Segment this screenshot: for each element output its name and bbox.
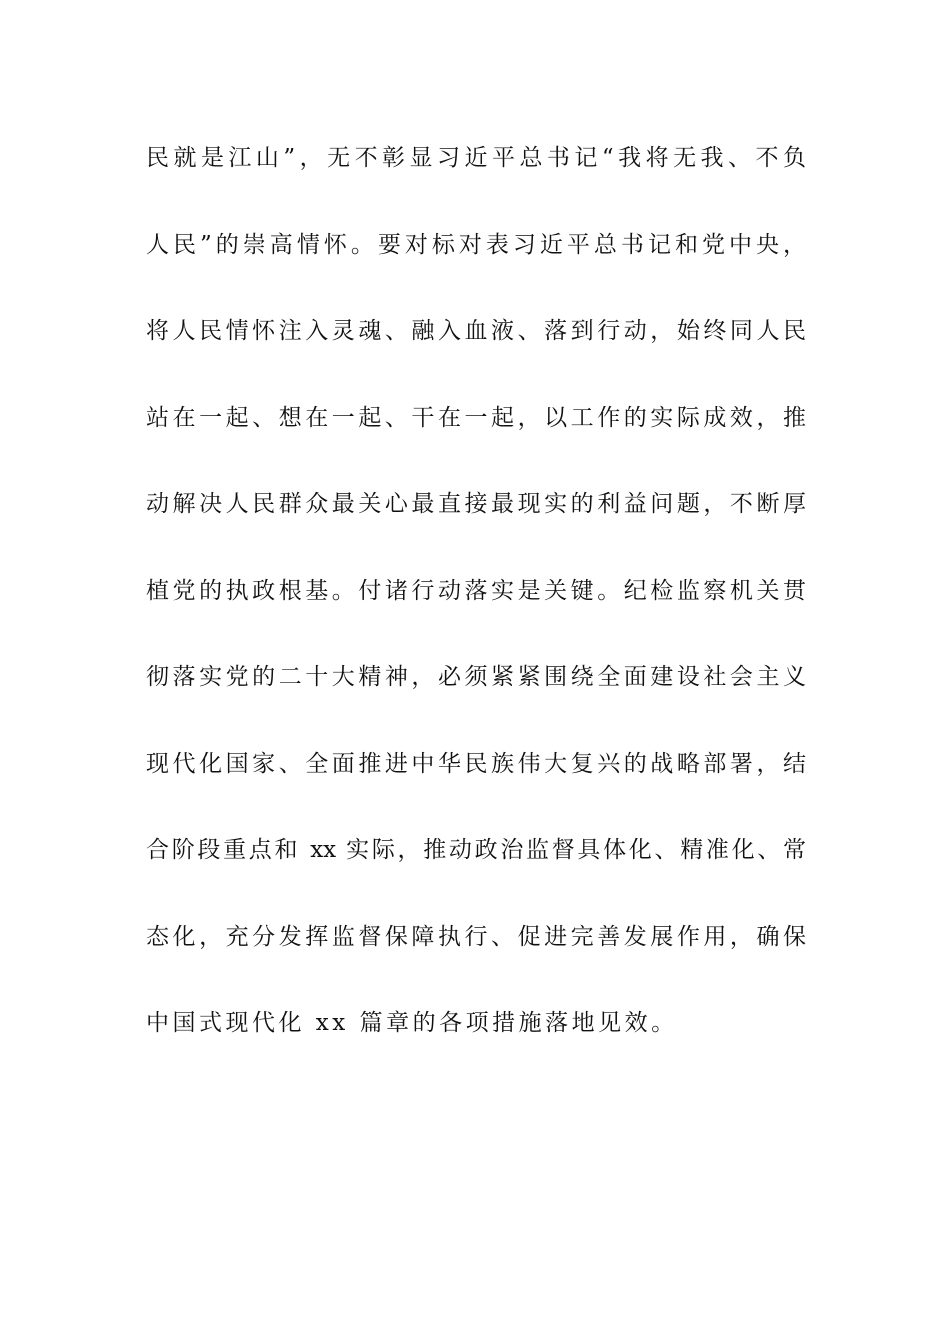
text-line: 植党的执政根基。付诸行动落实是关键。纪检监察机关贯 <box>146 577 806 604</box>
text-line: 动解决人民群众最关心最直接最现实的利益问题，不断厚 <box>146 491 806 517</box>
text-line: 态化，充分发挥监督保障执行、促进完善发展作用，确保 <box>146 923 806 950</box>
body-paragraph <box>146 135 806 1087</box>
text-line: 将人民情怀注入灵魂、融入血液、落到行动，始终同人民 <box>146 318 806 344</box>
text-line-last: 中国式现代化 xx 篇章的各项措施落地见效。 <box>146 1010 678 1036</box>
text-line: 合阶段重点和 xx 实际，推动政治监督具体化、精准化、常 <box>146 837 806 863</box>
text-line: 人民”的崇高情怀。要对标对表习近平总书记和党中央， <box>146 231 806 258</box>
text-line: 民就是江山”，无不彰显习近平总书记“我将无我、不负 <box>146 145 806 171</box>
text-line: 彻落实党的二十大精神，必须紧紧围绕全面建设社会主义 <box>146 664 806 690</box>
text-line: 站在一起、想在一起、干在一起，以工作的实际成效，推 <box>146 404 806 431</box>
text-line: 现代化国家、全面推进中华民族伟大复兴的战略部署，结 <box>146 750 806 777</box>
